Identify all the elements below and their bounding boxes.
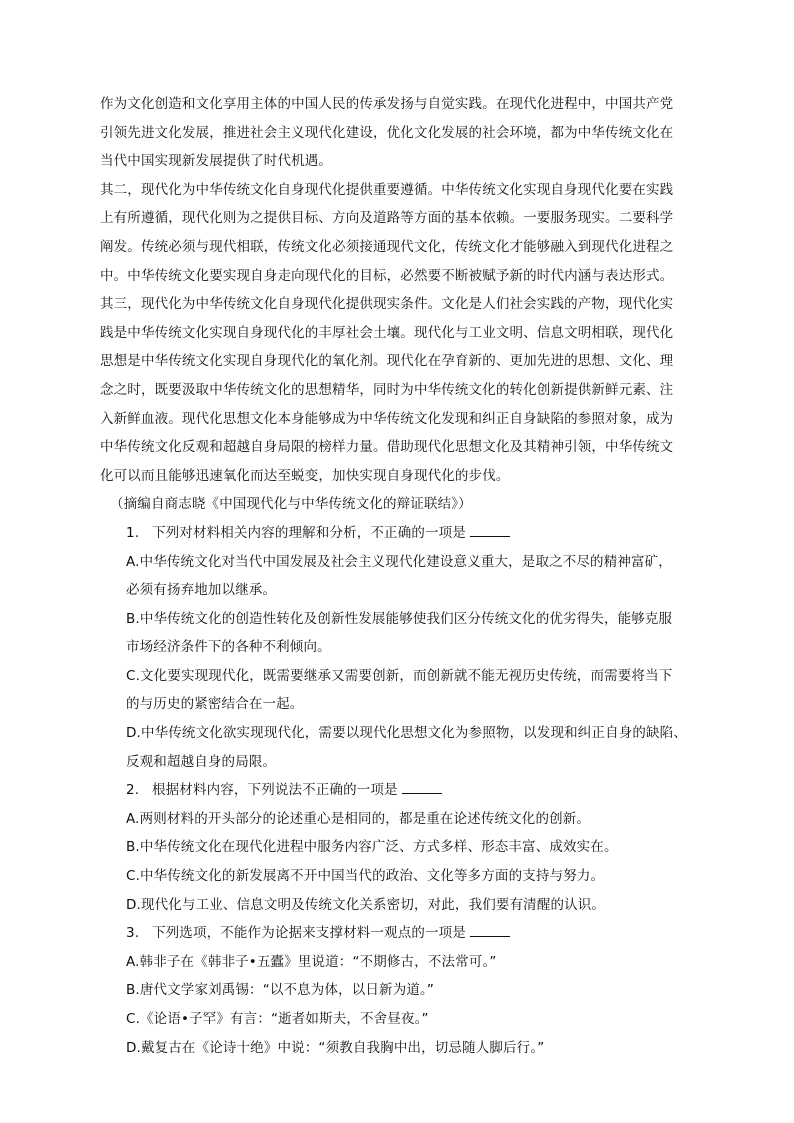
passage-line: 其三，现代化为中华传统文化自身现代化提供现实条件。文化是人们社会实践的产物，现代化实 bbox=[100, 296, 674, 313]
passage-line: 阐发。传统必须与现代相联，传统文化必须接通现代文化，传统文化才能够融入到现代化进程之 bbox=[100, 238, 674, 255]
question-1 bbox=[100, 519, 712, 776]
option-c[interactable]: C.文化要实现现代化，既需要继承又需要创新，而创新就不能无视历史传统，而需要将当下 bbox=[126, 667, 673, 684]
question-2 bbox=[100, 776, 712, 919]
question-number: 1. bbox=[126, 524, 140, 541]
option-c[interactable]: C.中华传统文化的新发展离不开中国当代的政治、文化等多方面的支持与努力。 bbox=[126, 868, 605, 885]
passage-line: 化可以而且能够迅速氧化而达至蜕变，加快实现自身现代化的步伐。 bbox=[100, 467, 510, 484]
option-b[interactable]: B.中华传统文化在现代化进程中服务内容广泛、方式多样、形态丰富、成效实在。 bbox=[126, 839, 618, 856]
option-b[interactable]: B.唐代文学家刘禹锡：“以不息为体，以日新为道。” bbox=[126, 982, 435, 999]
passage-line: 入新鲜血液。现代化思想文化本身能够成为中华传统文化发现和纠正自身缺陷的参照对象，成为 bbox=[100, 410, 674, 427]
question-text: 根据材料内容，下列说法不正确的一项是 bbox=[152, 782, 398, 799]
answer-blank[interactable] bbox=[470, 924, 510, 937]
option-a[interactable]: A.两则材料的开头部分的论述重心是相同的，都是重在论述传统文化的创新。 bbox=[126, 810, 591, 827]
passage-line: 当代中国实现新发展提供了时代机遇。 bbox=[100, 153, 333, 170]
option-a[interactable]: A.韩非子在《韩非子•五蠹》里说道：“不期修古，不法常可。” bbox=[126, 953, 497, 970]
option-c[interactable]: C.《论语•子罕》有言：“逝者如斯夫，不舍昼夜。” bbox=[126, 1011, 429, 1027]
option-d[interactable]: D.戴复古在《论诗十绝》中说：“须教自我胸中出，切忌随人脚后行。” bbox=[126, 1039, 545, 1056]
passage-line: 上有所遵循，现代化则为之提供目标、方向及道路等方面的基本依赖。一要服务现实。二要科学 bbox=[100, 210, 674, 227]
option-b-cont: 市场经济条件下的各种不利倾向。 bbox=[126, 639, 331, 656]
passage-line: 中华传统文化反观和超越自身局限的榜样力量。借助现代化思想文化及其精神引领，中华传统文 bbox=[100, 439, 674, 456]
question-stem bbox=[100, 519, 712, 548]
option-d-cont: 反观和超越自身的局限。 bbox=[126, 753, 277, 770]
option-b[interactable]: B.中华传统文化的创造性转化及创新性发展能够使我们区分传统文化的优劣得失，能够克服 bbox=[126, 610, 673, 627]
passage bbox=[100, 90, 712, 519]
option-c-cont: 的与历史的紧密结合在一起。 bbox=[126, 696, 304, 713]
passage-line: 中。中华传统文化要实现自身走向现代化的目标，必然要不断被赋予新的时代内涵与表达形式。 bbox=[100, 267, 674, 284]
option-d[interactable]: D.中华传统文化欲实现现代化，需要以现代化思想文化为参照物，以发现和纠正自身的缺陷、 bbox=[126, 725, 687, 742]
question-stem bbox=[100, 776, 712, 805]
question-number: 2. bbox=[126, 782, 140, 799]
passage-line: 作为文化创造和文化享用主体的中国人民的传承发扬与自觉实践。在现代化进程中，中国共产党 bbox=[100, 96, 674, 112]
question-3 bbox=[100, 919, 712, 1062]
passage-line: 其二，现代化为中华传统文化自身现代化提供重要遵循。中华传统文化实现自身现代化要在实践 bbox=[100, 181, 674, 198]
answer-blank[interactable] bbox=[402, 781, 442, 794]
passage-line: 践是中华传统文化实现自身现代化的丰厚社会土壤。现代化与工业文明、信息文明相联，现代化 bbox=[100, 324, 674, 341]
document-page bbox=[100, 90, 712, 1062]
question-text: 下列选项，不能作为论据来支撑材料一观点的一项是 bbox=[152, 925, 466, 942]
answer-blank[interactable] bbox=[470, 524, 510, 537]
option-a-cont: 必须有扬弃地加以继承。 bbox=[126, 582, 277, 599]
question-number: 3. bbox=[126, 925, 140, 942]
option-d[interactable]: D.现代化与工业、信息文明及传统文化关系密切，对此，我们要有清醒的认识。 bbox=[126, 896, 606, 913]
question-stem bbox=[100, 919, 712, 948]
option-a[interactable]: A.中华传统文化对当代中国发展及社会主义现代化建设意义重大，是取之不尽的精神富矿， bbox=[126, 553, 672, 570]
passage-source: （摘编自商志晓《中国现代化与中华传统文化的辩证联结》） bbox=[110, 496, 472, 513]
question-text: 下列对材料相关内容的理解和分析，不正确的一项是 bbox=[152, 524, 466, 541]
passage-line: 念之时，既要汲取中华传统文化的思想精华，同时为中华传统文化的转化创新提供新鲜元素、注 bbox=[100, 381, 674, 398]
passage-line: 引领先进文化发展，推进社会主义现代化建设，优化文化发展的社会环境，都为中华传统文化在 bbox=[100, 124, 674, 141]
passage-line: 思想是中华传统文化实现自身现代化的氧化剂。现代化在孕育新的、更加先进的思想、文化、理 bbox=[100, 353, 674, 370]
